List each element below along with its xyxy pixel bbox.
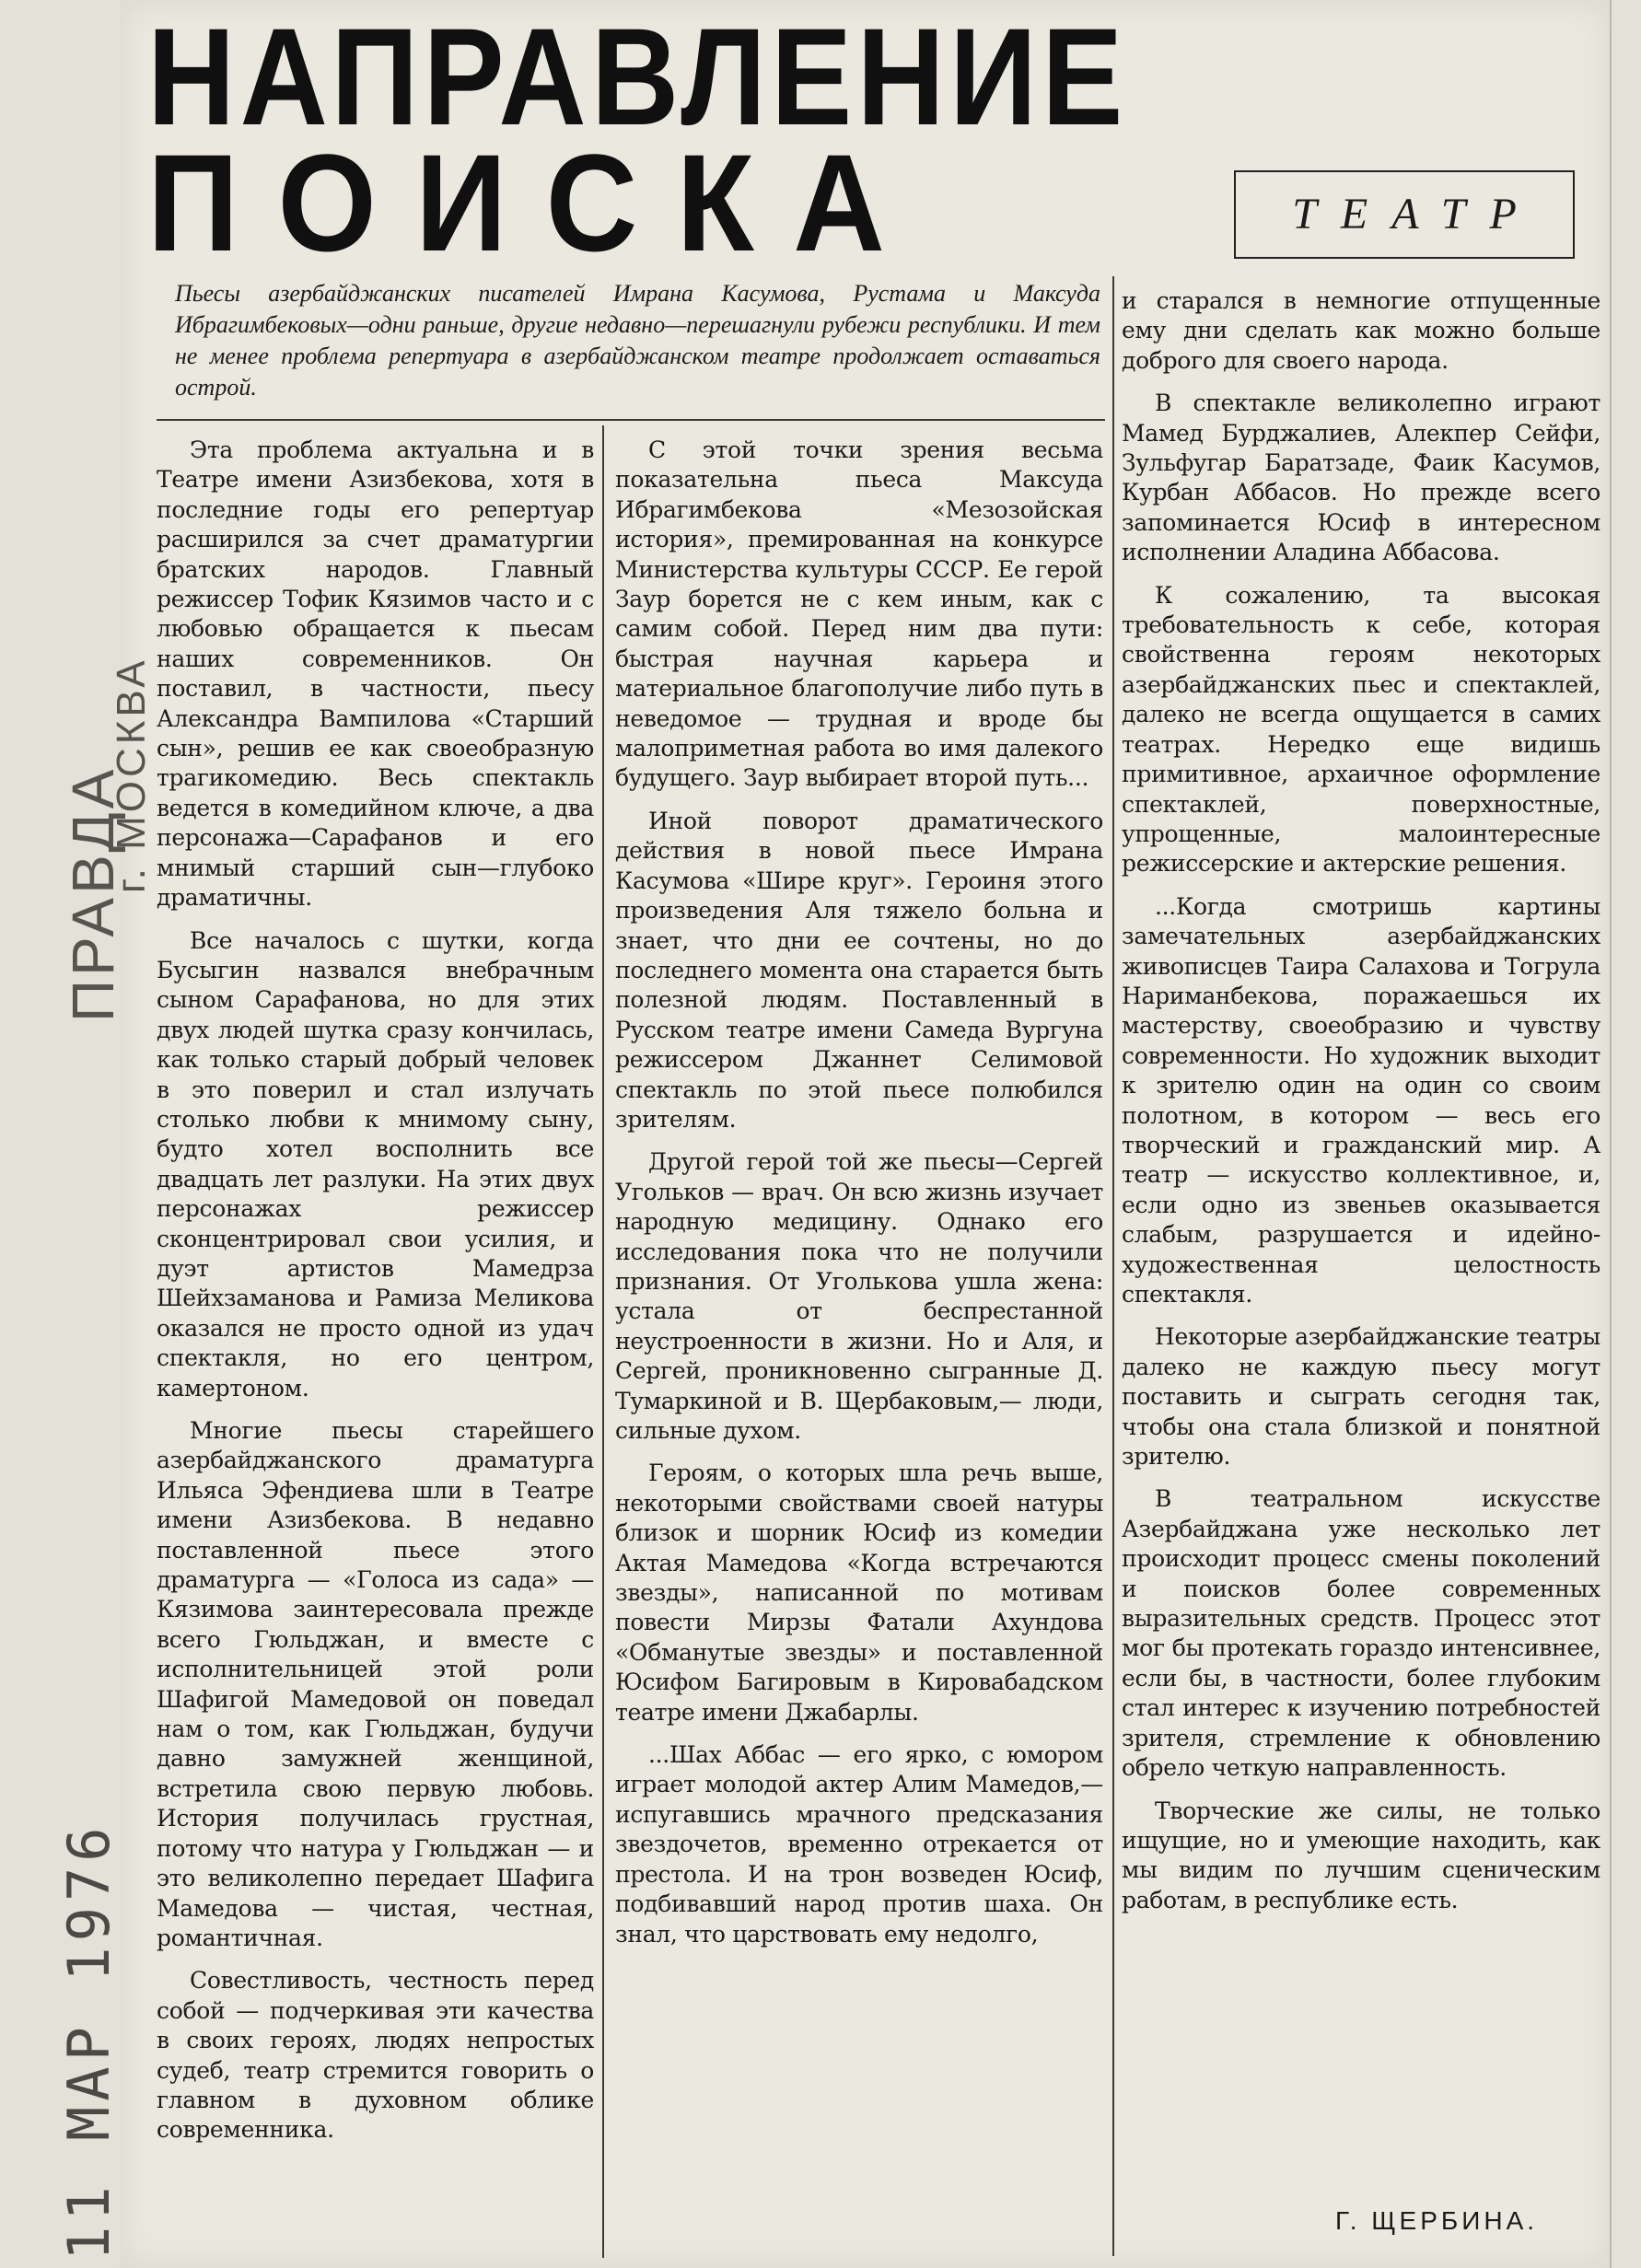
paragraph: ...Когда смотришь картины замечательных азербайджанских живописцев Таира Салахова и Тогрула Нариманбекова, поражаешься их мастерству, своеобразию и чувству современности. Но художник выходит к зрителю один на один со своим полотном, в котором — весь его творческий и гражданский мир. А театр — искусство коллективное, и, если одно из звеньев оказывается слабым, разрушается и идейно-художественная целостность спектакля.	[1122, 892, 1600, 1308]
stamp-city: г. МОСКВА	[109, 657, 154, 893]
article-column-1	[157, 436, 594, 2158]
paragraph: ...Шах Аббас — его ярко, с юмором играет молодой актер Алим Мамедов,— испугавшись мрачного предсказания звездочетов, временно отрекается от престола. И на трон возведен Юсиф, подбивавший народ против шаха. Он знал, что царствовать ему недолго,	[615, 1741, 1103, 1948]
column-divider-1	[602, 425, 604, 2258]
page-edge	[1610, 0, 1612, 2268]
author-signature: Г. ЩЕРБИНА.	[1335, 2206, 1539, 2235]
stamp-newspaper-name: ПРАВДА	[60, 765, 126, 1022]
headline-line-1: НАПРАВЛЕНИЕ	[147, 0, 1128, 154]
paragraph: и старался в немногие отпущенные ему дни сделать как можно больше доброго для своего народа.	[1122, 287, 1600, 374]
headline-line-2: ПОИСКА	[147, 125, 925, 280]
paragraph: Другой герой той же пьесы—Сергей Угольков — врач. Он всю жизнь изучает народную медицину. Однако его исследования пока что не получили признания. От Уголькова ушла жена: устала от беспрестанной неустроенности в жизни. Но и Аля, и Сергей, проникновенно сыгранные Д. Тумаркиной и В. Щербаковым,— люди, сильные духом.	[615, 1148, 1103, 1444]
paragraph: Творческие же силы, не только ищущие, но и умеющие находить, как мы видим по лучшим сценическим работам, в республике есть.	[1122, 1797, 1600, 1913]
paragraph: С этой точки зрения весьма показательна пьеса Максуда Ибрагимбекова «Мезозойская история», премированная на конкурсе Министерства культуры СССР. Ее герой Заур борется не с кем иным, как с самим собой. Перед ним два пути: быстрая научная карьера и материальное благополучие либо путь в неведомое — трудная и вроде бы малоприметная работа во имя далекого будущего. Заур выбирает второй путь...	[615, 436, 1103, 792]
article-column-2	[615, 436, 1103, 1962]
paragraph: Эта проблема актуальна и в Театре имени Азизбекова, хотя в последние годы его репертуар расширился за счет драматургии братских народов. Главный режиссер Тофик Кязимов часто и с любовью обращается к пьесам наших современников. Он поставил, в частности, пьесу Александра Вампилова «Старший сын», решив ее как своеобразную трагикомедию. Весь спектакль ведется в комедийном ключе, а два персонажа—Сарафанов и его мнимый старший сын—глубоко драматичны.	[157, 436, 594, 912]
paragraph: К сожалению, та высокая требовательность к себе, которая свойственна героям некоторых азербайджанских пьес и спектаклей, далеко не всегда ощущается в самих театрах. Нередко еще видишь примитивное, архаичное оформление спектаклей, поверхностные, упрощенные, малоинтересные режиссерские и актерские решения.	[1122, 581, 1600, 878]
column-divider-2	[1112, 276, 1114, 2256]
lead-paragraph: Пьесы азербайджанских писателей Имрана Касумова, Рустама и Максуда Ибрагимбековых—одни раньше, другие недавно—перешагнули рубежи республики. И тем не менее проблема репертуара в азербайджанском театре продолжает оставаться острой.	[175, 280, 1100, 401]
paragraph: В театральном искусстве Азербайджана уже несколько лет происходит процесс смены поколений и поисков более современных выразительных средств. Процесс этот мог бы протекать гораздо интенсивнее, если бы, в частности, более глубоким стал интерес к изучению потребностей зрителя, стремление к обновлению обрело четкую направленность.	[1122, 1485, 1600, 1782]
paragraph: Многие пьесы старейшего азербайджанского драматурга Ильяса Эфендиева шли в Театре имени Азизбекова. В недавно поставленной пьесе этого драматурга — «Голоса из сада» — Кязимова заинтересовала прежде всего Гюльджан, и вместе с исполнительницей этой роли Шафигой Мамедовой он поведал нам о том, как Гюльджан, будучи давно замужней женщиной, встретила свою первую любовь. История получилась грустная, потому что натура у Гюльджан — и это великолепно передает Шафига Мамедова — чистая, честная, романтичная.	[157, 1417, 594, 1951]
paragraph: В спектакле великолепно играют Мамед Бурджалиев, Алекпер Сейфи, Зульфугар Баратзаде, Фаик Касумов, Курбан Аббасов. Но прежде всего запоминается Юсиф в интересном исполнении Аладина Аббасова.	[1122, 390, 1600, 566]
paragraph: Героям, о которых шла речь выше, некоторыми свойствами своей натуры близок и шорник Юсиф из комедии Актая Мамедова «Когда встречаются звезды», написанной по мотивам повести Мирзы Фатали Ахундова «Обманутые звезды» и поставленной Юсифом Багировым в Кировабадском театре имени Джабарлы.	[615, 1460, 1103, 1726]
paragraph: Совестливость, честность перед собой — подчеркивая эти качества в своих героях, людях непростых судеб, театр стремится говорить о главном в духовном облике современника.	[157, 1967, 594, 2144]
lead-divider	[157, 419, 1105, 421]
paragraph: Иной поворот драматического действия в новой пьесе Имрана Касумова «Шире круг». Героиня этого произведения Аля тяжело больна и знает, что дни ее сочтены, но до последнего момента она старается быть полезной людям. Поставленный в Русском театре имени Самеда Вургуна режиссером Джаннет Селимовой спектакль по этой пьесе полюбился зрителям.	[615, 807, 1103, 1133]
paragraph: Некоторые азербайджанские театры далеко не каждую пьесу могут поставить и сыграть сегодня так, чтобы она стала близкой и понятной зрителю.	[1122, 1323, 1600, 1471]
article-column-3	[1122, 286, 1600, 1928]
paragraph: Все началось с шутки, когда Бусыгин назвался внебрачным сыном Сарафанова, но для этих двух людей шутка сразу кончилась, как только старый добрый человек в это поверил и стал излучать столько любви к мнимому сыну, будто хотел восполнить все двадцать лет разлуки. На этих двух персонажах режиссер сконцентрировал свои усилия, и дуэт артистов Мамедрза Шейхзаманова и Рамиза Меликова оказался не просто одной из удач спектакля, но его центром, камертоном.	[157, 926, 594, 1402]
rubric-box: ТЕАТР	[1234, 170, 1575, 259]
stamp-date: 11 МАР 1976	[55, 1821, 122, 2261]
